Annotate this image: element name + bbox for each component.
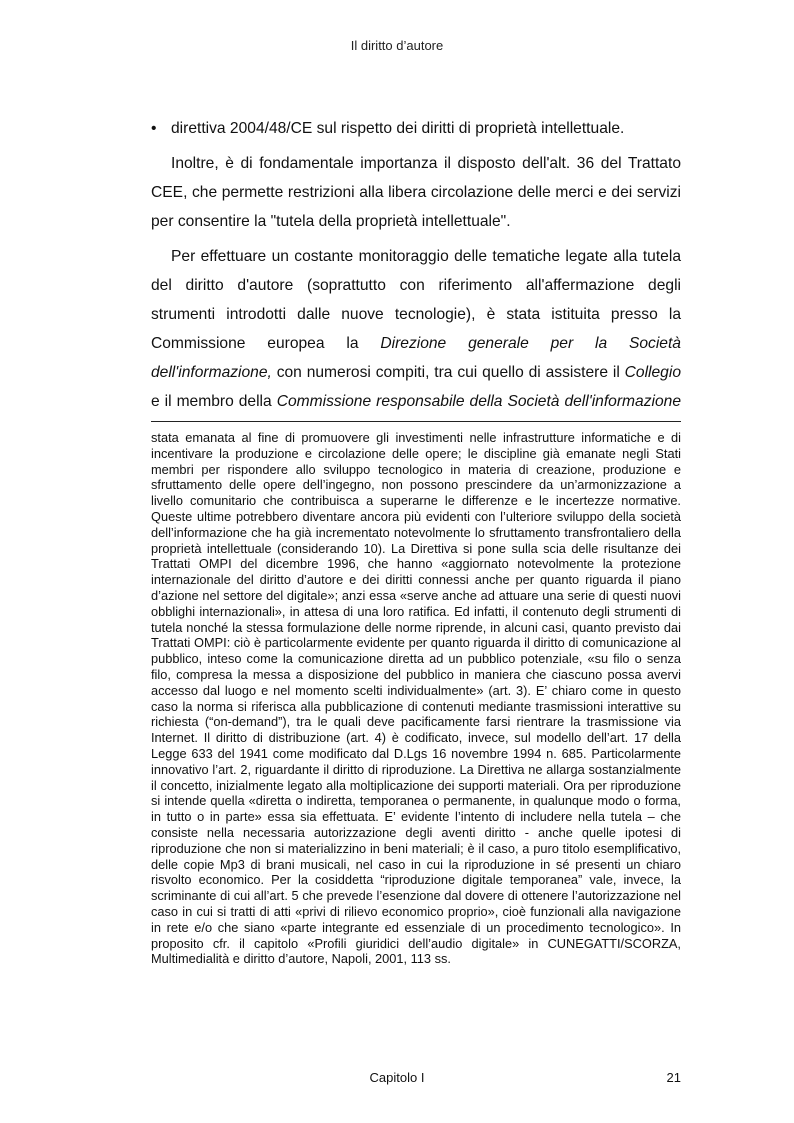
footer-chapter: Capitolo I: [369, 1070, 425, 1085]
paragraph-2-part-3: e il membro della: [151, 393, 277, 410]
paragraph-2-part-1: Per effettuare un costante monitoraggio delle tematiche legate alla tutela del diritto d'autore (soprattutto con riferimento all'affermazione degli strumenti introdotti dalle nuove tecnologie), è stata istituita presso la Commissione europea la: [151, 248, 681, 352]
footnote-text: stata emanata al fine di promuovere gli investimenti nelle infrastrutture informatiche e di incentivare la produzione e circolazione delle opere; le discipline già emanate negli Stati membri per rispondere allo sviluppo tecnologico in materia di creazione, produzione e sfruttamento delle opere dell’ingegno, non possono prescindere da un’armonizzazione a livello comunitario che contribuisca a superarne le differenze e le incertezze normative. Queste ultime potrebbero diventare ancora più evidenti con l’ulteriore sviluppo della società dell’informazione che ha già incrementato notevolmente lo sfruttamento transfrontaliero della proprietà intellettuale (considerando 10). La Direttiva si pone sulla scia delle risultanze dei Trattati OMPI del dicembre 1996, che hanno «aggiornato notevolmente la protezione internazionale del diritto d’autore e dei diritti connessi anche per quanto riguarda il piano d’azione nel settore del digitale»; anzi essa «serve anche ad attuare una serie di questi nuovi obblighi internazionali», in attesa di una loro ratifica. Ed infatti, il contenuto degli strumenti di tutela nonché la stessa formulazione delle norme riprende, in alcuni casi, quanto previsto dai Trattati OMPI: ciò è particolarmente evidente per quanto riguarda il diritto di comunicazione al pubblico, inteso come la comunicazione diretta ad un pubblico potenziale, «su filo o senza filo, compresa la messa a disposizione del pubblico in maniera che ciascuno possa avervi accesso dal luogo e nel momento scelti individualmente» (art. 3). E’ chiaro come in questo caso la norma si riferisca alla pubblicazione di contenuti mediante trasmissioni interattive su richiesta (“on-demand”), tra le quali deve pacificamente farsi rientrare la trasmissione via Internet. Il diritto di distribuzione (art. 4) è codificato, invece, sul modello dell’art. 17 della Legge 633 del 1941 come modificato dal D.Lgs 16 novembre 1994 n. 685. Particolarmente innovativo l’art. 2, riguardante il diritto di riproduzione. La Direttiva ne allarga sostanzialmente il concetto, inizialmente legato alla moltiplicazione dei supporti materiali. Ora per riproduzione si intende quella «diretta o indiretta, temporanea o permanente, in qualunque modo o forma, in tutto o in parte» essa sia effettuata. E’ evidente l’intento di includere nella tutela – che consiste nella necessaria autorizzazione degli aventi diritto - anche quelle ipotesi di riproduzione che non si materializzino in beni materiali; è il caso, a puro titolo esemplificativo, delle copie Mp3 di brani musicali, nel caso in cui la riproduzione in sé presenti un chiaro risvolto economico. Per la cosiddetta “riproduzione digitale temporanea” vale, invece, la scriminante di cui all’art. 5 che prevede l’esenzione dal dovere di ottenere l’autorizzazione nel caso in cui si tratti di atti «privi di rilievo economico proprio», cioè funzionali alla navigazione in rete e/o che siano «parte integrante ed essenziale di un procedimento tecnologico». In proposito cfr. il capitolo «Profili giuridici dell’audio digitale» in CUNEGATTI/SCORZA, Multimedialità e diritto d’autore, Napoli, 2001, 113 ss.: [151, 430, 681, 967]
paragraph-2-italic-2: Collegio: [624, 364, 681, 381]
main-text: [151, 114, 681, 416]
paragraph-2-part-2: con numerosi compiti, tra cui quello di assistere il: [271, 364, 625, 381]
bullet-text: direttiva 2004/48/CE sul rispetto dei diritti di proprietà intellettuale.: [171, 120, 625, 137]
bullet-item: [151, 114, 681, 143]
paragraph-2: [151, 242, 681, 416]
paragraph-2-italic-1: Direzione generale per la Società dell'informazione,: [151, 335, 681, 381]
running-header: Il diritto d’autore: [350, 38, 444, 53]
page-number: 21: [666, 1070, 681, 1085]
footnote-separator: [151, 421, 681, 422]
bullet-icon: •: [151, 120, 157, 137]
paragraph-2-italic-3: Commissione responsabile della Società dell'informazione: [276, 393, 681, 410]
paragraph-1: Inoltre, è di fondamentale importanza il disposto dell'alt. 36 del Trattato CEE, che permette restrizioni alla libera circolazione delle merci e dei servizi per consentire la "tutela della proprietà intellettuale".: [151, 155, 681, 230]
